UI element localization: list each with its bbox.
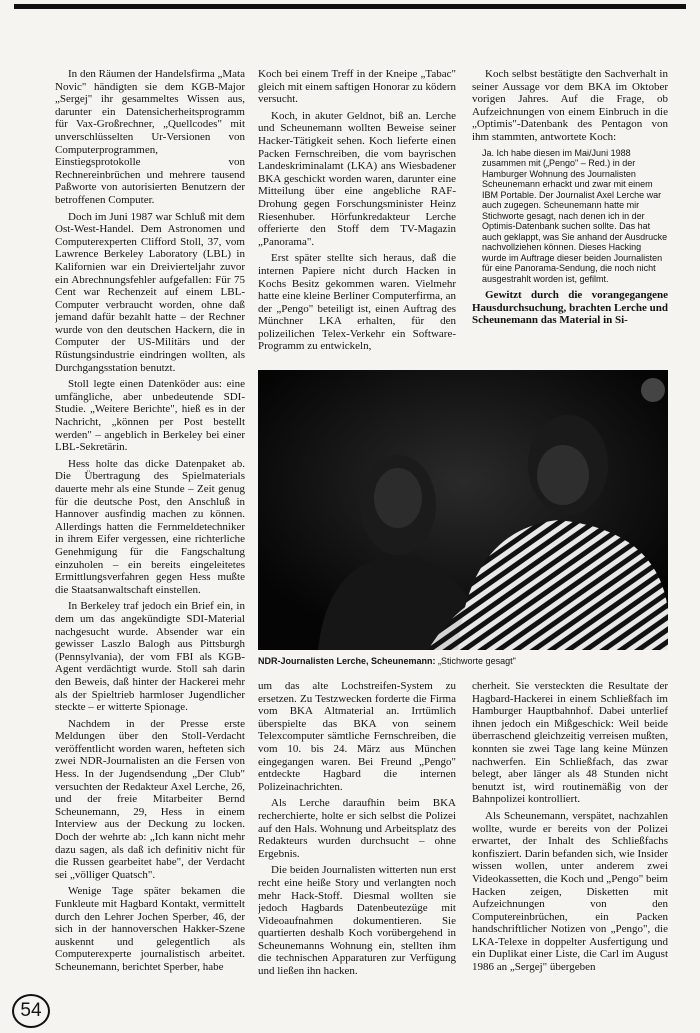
paragraph: In Berkeley traf jedoch ein Brief ein, in dem um das angekündigte SDI-Material nachgesucht wurde. Absender war ein gewisser Laszlo Balogh aus Pittsburgh (Pennsylvania), der vom FBI als KGB-Agent verdächtigt wurde. Stoll sah darin den Beweis, daß hinter der Hackerei mehr als der Spieltrieb harmloser Jugendlicher steckte – er witterte Spionage. xyxy=(55,600,245,714)
column-3-bottom xyxy=(472,680,668,1000)
column-2-top xyxy=(258,68,456,360)
paragraph: Nachdem in der Presse erste Meldungen über den Stoll-Verdacht veröffentlicht worden waren, hefteten sich zwei NDR-Journalisten an die Fersen von Hess. In der Jugendsendung „Der Club" versuchten der Redakteur Axel Lerche, 26, und der freie Mitarbeiter Bernd Scheunemann, 29, Hess in einem Interview aus der Deckung zu locken. Doch der wehrte ab: „Ich kann nicht mehr dazu sagen, als daß ich definitiv nicht für die Russen gearbeitet habe", der Verdacht sei „völliger Quatsch". xyxy=(55,717,245,881)
paragraph: um das alte Lochstreifen-System zu ersetzen. Zu Testzwecken forderte die Firma vom BKA Altmaterial an. Irrtümlich überspielte das BKA von seinem Telexcomputer sämtliche Fernschreiben, die vom 10. bis 24. März aus München eingegangen waren. Bei Freund „Pengo" entdeckte Hagbard die internen Polizeinachrichten. xyxy=(258,680,456,793)
paragraph: cherheit. Sie versteckten die Resultate der Hagbard-Hackerei in einem Schließfach im Hamburger Hauptbahnhof. Dabei unterlief ihnen jedoch ein Mißgeschick: Weil beide überraschend gleichzeitig verreisen mußten, konnten sie zwei Tage lang keine Münzen nachwerfen. Ein Schließfach, das zwar belegt, aber länger als 48 Stunden nicht benutzt ist, wird routinemäßig von der Bahnpolizei kontrolliert. xyxy=(472,680,668,806)
photo-caption xyxy=(258,656,678,666)
paragraph: Als Lerche daraufhin beim BKA recherchierte, holte er sich selbst die Polizei auf den Hals. Wohnung und Arbeitsplatz des Redakteurs wurden durchsucht – ohne Ergebnis. xyxy=(258,797,456,860)
column-2-bottom xyxy=(258,680,456,998)
block-quote: Ja. Ich habe diesen im Mai/Juni 1988 zusammen mit („Pengo" – Red.) in der Hamburger Wohnung des Journalisten Scheunemann erhackt und zwar mit einem IBM Portable. Der Journalist Axel Lerche war auch zugegen. Scheunemann hatte mir Stichworte gesagt, nach denen ich in der Optimis-Datenbank suchen sollte. Das hat auch geklappt, was Sie anhand der Ausdrucke nachvollziehen können. Dieses Hacking wurde im Auftrage dieser beiden Journalisten für eine Panorama-Sendung, die noch nicht ausgestrahlt worden ist, gefilmt. xyxy=(482,147,668,284)
paragraph: Doch im Juni 1987 war Schluß mit dem Ost-West-Handel. Dem Astronomen und Computerexperten Clifford Stoll, 37, vom Lawrence Berkeley Laboratory (LBL) in Kalifornien war ein Dreivierteljahr zuvor ein Abrechnungsfehler aufgefallen: Für 75 Cent war Rechenzeit auf einem LBL-Computer verbraucht worden, ohne daß jemand dafür bezahlt hatte – der Rechner wurde von den deutschen Hackern, die in Computer der US-Militärs und der Rüstungsindustrie eindringen wollten, als Durchgangsstation benutzt. xyxy=(55,210,245,374)
paragraph: Gewitzt durch die vorangegangene Hausdurchsuchung, brachten Lerche und Scheunemann das Material in Si- xyxy=(472,289,668,327)
paragraph: Als Scheunemann, verspätet, nachzahlen wollte, wurde er bereits von der Polizei erwartet, der Inhalt des Schließfachs konfisziert. Darin befanden sich, wie Insider wissen wollen, unter anderem zwei Videokassetten, die Koch und „Pengo" beim Hacken zeigen, Disketten mit Aufzeichnungen von den Computereinbrüchen, ein Packen handschriftlicher Notizen von „Pengo", die LKA-Telexe in doppelter Ausfertigung und ein Duplikat einer Liste, die Carl im August 1986 an „Sergej" übergeben xyxy=(472,809,668,974)
paragraph: Koch selbst bestätigte den Sachverhalt in seiner Aussage vor dem BKA im Oktober vorigen Jahres. Auf die Frage, ob Aufzeichnungen von einem Einbruch in die „Optimis"-Datenbank des Pentagon von ihm stammten, antwortete Koch: xyxy=(472,68,668,143)
paragraph: Koch bei einem Treff in der Kneipe „Tabac" gleich mit einem saftigen Honorar zu ködern versucht. xyxy=(258,68,456,106)
caption-quote: „Stichworte gesagt" xyxy=(435,656,516,666)
paragraph: Die beiden Journalisten witterten nun erst recht eine heiße Story und verlangten noch mehr Hack-Stoff. Diesmal wollten sie jedoch Hagbards Datenbeutezüge mit Videoaufnahmen dokumentieren. Sie quartierten deshalb Koch vorübergehend in Scheunemanns Wohnung ein, stellten ihm die technischen Apparaturen zur Verfügung und ließen ihn hacken. xyxy=(258,864,456,978)
journalists-photo xyxy=(258,370,668,650)
paragraph: Wenige Tage später bekamen die Funkleute mit Hagbard Kontakt, vermittelt durch den Lehrer Jochen Sperber, 46, der sich in der hannoverschen Hakker-Szene auskennt und gelegentlich als Computerexperte journalistisch arbeitet. Scheunemann, berichtet Sperber, habe xyxy=(55,885,245,973)
page-number: 54 xyxy=(12,994,50,1028)
paragraph: Erst später stellte sich heraus, daß die internen Papiere nicht durch Hacken in Kochs Besitz gekommen waren. Vielmehr hatte eine kleine Berliner Computerfirma, an der „Pengo" beteiligt ist, einen Auftrag des Münchner LKA erhalten, für den polizeilichen Telex-Verkehr ein Software-Programm zu entwickeln, xyxy=(258,252,456,353)
column-3-top xyxy=(472,68,668,360)
paragraph: Stoll legte einen Datenköder aus: eine umfängliche, aber unbedeutende SDI-Studie. „Weitere Berichte", hieß es in der Nachricht, „können per Post bestellt werden" – angeblich in Berkeley bei einer LBL-Sekretärin. xyxy=(55,378,245,454)
caption-names: NDR-Journalisten Lerche, Scheunemann: xyxy=(258,656,436,666)
paragraph: Hess holte das dicke Datenpaket ab. Die Übertragung des Spielmaterials dauerte mehr als eine Stunde – Zeit genug für die deutsche Post, den Anschluß in Hannover ausfindig machen zu können. Allerdings hatten die Fernmeldetechniker in ihrem Eifer vergessen, eine richterliche Genehmigung für die Fangschaltung einzuholen – ein bereits eingeleitetes Ermittlungsverfahren gegen Hess mußte die Staatsanwaltschaft einstellen. xyxy=(55,457,245,596)
paragraph: Koch, in akuter Geldnot, biß an. Lerche und Scheunemann wollten Beweise seiner Hacker-Tätigkeit sehen. Koch lieferte einen Packen Fernschreiben, die vom bayrischen Landeskriminalamt (LKA) ans Wiesbadener BKA geschickt worden waren, darunter eine Mitteilung über eine angebliche RAF-Drohung gegen Forschungsminister Heinz Riesenhuber. Hörfunkredakteur Lerche offerierte den Stoff dem TV-Magazin „Panorama". xyxy=(258,109,456,248)
top-rule xyxy=(14,4,686,9)
paragraph: In den Räumen der Handelsfirma „Mata Novic" händigten sie dem KGB-Major „Sergej" ihr gesammeltes Wissen aus, darunter ein Datensicherheitsprogramm für Vax-Großrechner, „Quellcodes" mit unverschlüsselten Ur-Versionen von Computerprogrammen, Einstiegsprotokolle von Rechnereinbrüchen und mehrere tausend Paßworte von autorisierten Benutzern der betroffenen Computer. xyxy=(55,68,245,206)
column-1 xyxy=(55,68,245,998)
